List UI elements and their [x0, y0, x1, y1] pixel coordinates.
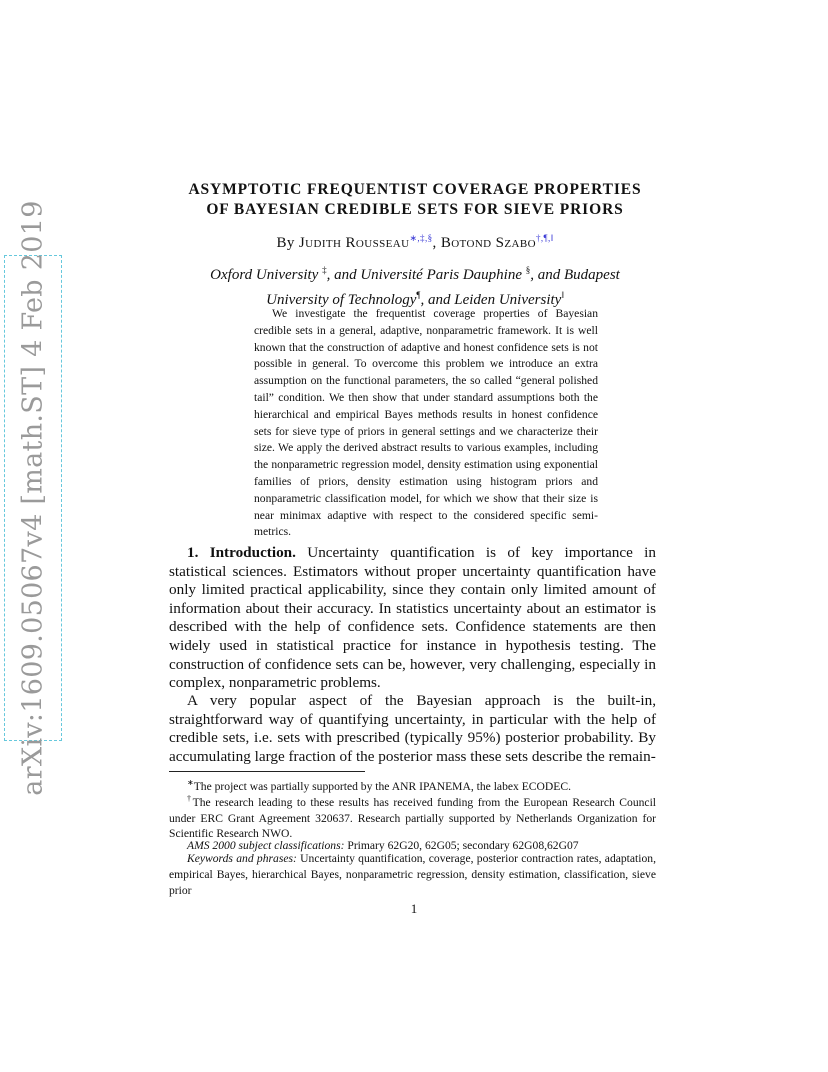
page-number: 1 [410, 901, 418, 916]
affiliation-line-1 [150, 260, 680, 285]
section-heading: 1. Introduction. [187, 544, 296, 561]
affil-budapest: , and Budapest [530, 267, 620, 283]
affil-budapest-tech: University of Technology [266, 292, 417, 308]
by-label: By [276, 235, 295, 251]
keywords-text: Uncertainty quantification, coverage, posterior contraction rates, adaptation, empirical Bayes, hierarchical Bayes, nonparametric regression, density estimation, classification, sieve prior [169, 852, 656, 897]
author2-footnote-marks[interactable]: †,¶,‖ [535, 233, 554, 243]
paper-title [150, 180, 680, 220]
introduction-paragraph-1 [169, 544, 656, 693]
intro-text: Uncertainty quantification is of key importance in statistical sciences. Estimators without proper uncertainty quantification have only limited practical applicability, since they contain only limited amount of information about their accuracy. In statistics uncertainty about an estimator is described with the help of confidence sets. Confidence statements are then widely used in statistical practice for instance in hypothesis testing. The construction of confidence sets can be, however, very challenging, especially in complex, nonparametric problems. [169, 544, 656, 692]
affiliations [150, 260, 680, 310]
author-separator: , [432, 235, 441, 251]
ams-text: Primary 62G20, 62G05; secondary 62G08,62G07 [344, 839, 579, 852]
arxiv-identifier[interactable]: arXiv:1609.05067v4 [math.ST] 4 Feb 2019 [17, 200, 49, 796]
affil-leiden: , and Leiden University [420, 292, 562, 308]
footnote-mark: † [187, 794, 193, 803]
affil-mark: ¶ [416, 290, 421, 300]
ams-label: AMS 2000 subject classifications: [187, 839, 345, 852]
affil-mark: ‡ [322, 265, 327, 275]
abstract: We investigate the frequentist coverage properties of Bayesian credible sets in a general, adaptive, nonparametric framework. It is well known that the construction of adaptive and honest confidence sets is not possible in general. To overcome this problem we introduce an extra assumption on the functional parameters, the so called “general polished tail” condition. We then show that under standard assumptions both the hierarchical and empirical Bayes methods results in honest confidence sets for sieve type of priors in general settings and we characterize their size. We apply the derived abstract results to various examples, including the nonparametric regression model, density estimation using exponential families of priors, density estimation using histogram priors and nonparametric classification model, for which we show that their size is near minimax adaptive with respect to the considered specific semi-metrics. [254, 307, 598, 539]
footnote-mark: ∗ [187, 778, 194, 787]
footnote-2 [169, 791, 656, 842]
footnote-1-text: The project was partially supported by the ANR IPANEMA, the labex ECODEC. [193, 779, 571, 793]
footnote-2-text: The research leading to these results has received funding from the European Research Council under ERC Grant Agreement 320637. Research partially supported by Netherlands Organization for Scientific Research NWO. [169, 795, 657, 841]
footnote-divider [169, 771, 365, 772]
arxiv-stamp[interactable] [4, 200, 62, 796]
author1-footnote-marks[interactable]: ∗,‡,§ [409, 233, 433, 243]
introduction-paragraph-2: A very popular aspect of the Bayesian approach is the built-in, straightforward way of quantifying uncertainty, in particular with the help of credible sets, i.e. sets with prescribed (typically 95%) posterior probability. By accumulating large fraction of the posterior mass these sets describe the remain- [169, 692, 656, 765]
affil-mark: ‖ [561, 290, 564, 300]
affil-oxford: Oxford University [210, 267, 323, 283]
author-line [150, 233, 680, 252]
keywords-label: Keywords and phrases: [187, 852, 297, 865]
author-rousseau: Judith Rousseau [298, 235, 410, 251]
title-line-2: OF BAYESIAN CREDIBLE SETS FOR SIEVE PRIORS [206, 201, 624, 218]
affil-mark: § [525, 265, 531, 275]
affil-dauphine: , and Université Paris Dauphine [326, 267, 526, 283]
title-line-1: ASYMPTOTIC FREQUENTIST COVERAGE PROPERTIES [188, 181, 642, 198]
keywords [169, 851, 656, 898]
author-szabo: Botond Szabo [440, 235, 536, 251]
